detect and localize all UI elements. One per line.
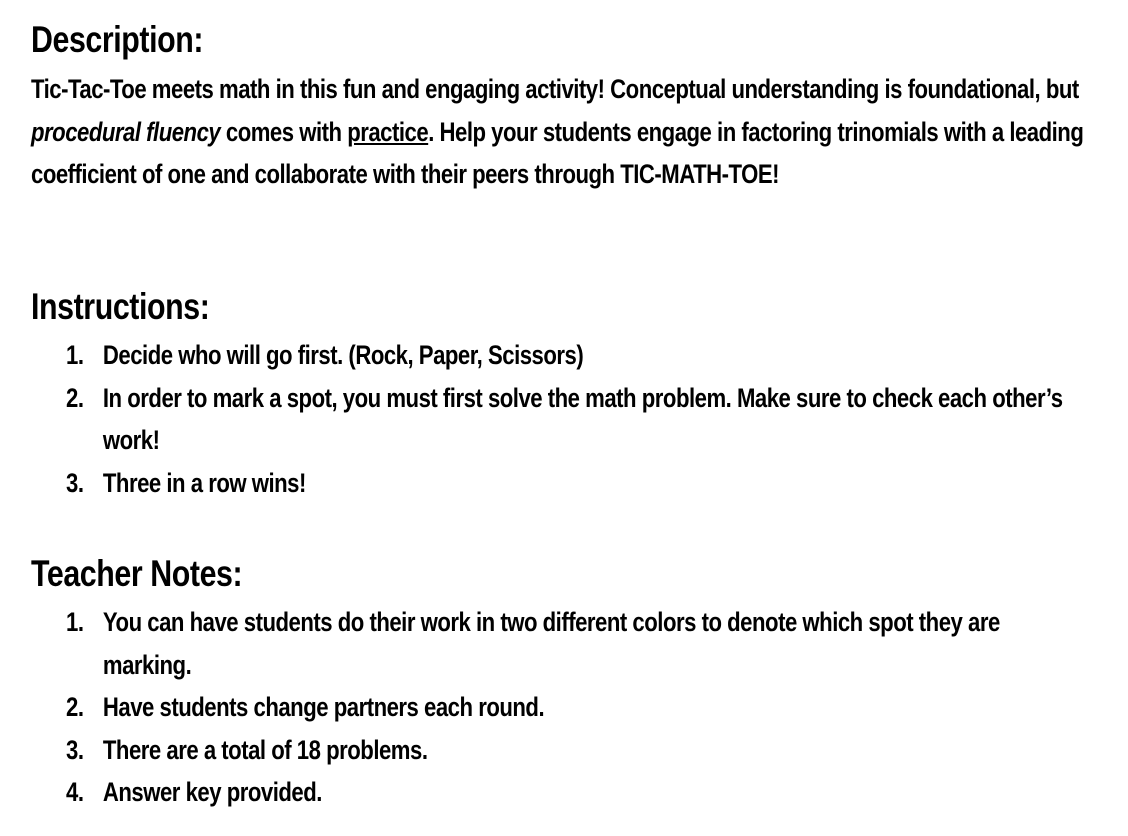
list-item-text: You can have students do their work in two different colors to denote which spot they are marking. (102, 607, 1000, 680)
list-number: 3. (66, 734, 84, 765)
list-number: 2. (66, 692, 84, 722)
list-number: 1. (66, 340, 84, 370)
list-item (66, 462, 1091, 505)
list-number: 2. (66, 382, 84, 413)
description-text-3: . Help your students engage in factoring trinomials with a leading coefficient of one and collaborate with their peers through TIC-MATH-TOE! (31, 116, 1084, 189)
list-item-text: There are a total of 18 problems. (102, 734, 428, 765)
list-item-text: Answer key provided. (102, 777, 322, 807)
description-underline: practice (347, 116, 429, 147)
list-number: 1. (66, 607, 84, 637)
list-item (66, 334, 1091, 377)
list-item (66, 771, 1091, 814)
list-item (66, 686, 1091, 729)
teacher-notes-list (66, 601, 1091, 814)
description-text-2: comes with (220, 116, 348, 147)
list-item-text: Three in a row wins! (102, 467, 306, 498)
description-paragraph (31, 68, 1113, 196)
list-item (66, 377, 1091, 462)
list-number: 3. (66, 467, 84, 498)
instructions-list (66, 334, 1091, 504)
list-item (66, 729, 1091, 772)
description-emphasis: procedural fluency (31, 116, 221, 147)
list-item-text: In order to mark a spot, you must first solve the math problem. Make sure to check each other’s work! (102, 382, 1063, 455)
description-heading: Description: (31, 19, 204, 60)
instructions-heading: Instructions: (31, 286, 210, 327)
list-item-text: Have students change partners each round. (102, 692, 545, 722)
list-number: 4. (66, 777, 84, 807)
description-text-1: Tic-Tac-Toe meets math in this fun and engaging activity! Conceptual understanding is foundational, but (31, 74, 1079, 104)
list-item-text: Decide who will go first. (Rock, Paper, Scissors) (102, 340, 584, 370)
teacher-notes-heading: Teacher Notes: (31, 553, 243, 594)
list-item (66, 601, 1091, 686)
